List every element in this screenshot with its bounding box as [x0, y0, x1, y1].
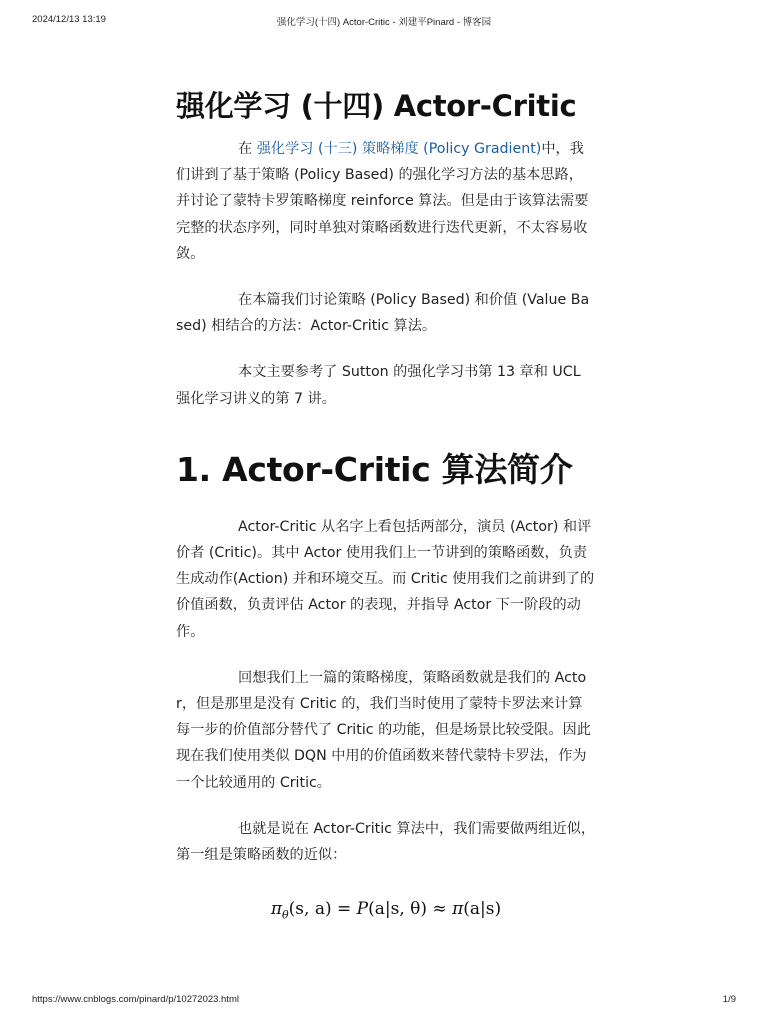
article-body: [176, 84, 596, 931]
formula-rhs-args: (a|s): [463, 899, 502, 920]
formula-mid-args: (a|s, θ): [368, 899, 428, 920]
intro-rest-text: 中，我们讲到了基于策略 (Policy Based) 的强化学习方法的基本思路，并讨论了蒙特卡罗策略梯度 reinforce 算法。但是由于该算法需要完整的状态序列，同时单独对策略函数进行迭代更新，不太容易收敛。: [176, 141, 589, 262]
formula-pi-rhs: π: [452, 899, 464, 920]
formula-equals: =: [331, 899, 357, 920]
formula-approx: ≈: [427, 899, 453, 920]
intro-paragraph-3: 本文主要参考了 Sutton 的强化学习书第 13 章和 UCL 强化学习讲义的第 7 讲。: [176, 364, 581, 407]
article-title: 强化学习 (十四) Actor-Critic: [176, 89, 577, 123]
print-datetime: 2024/12/13 13:19: [32, 14, 106, 25]
policy-gradient-link[interactable]: 强化学习 (十三) 策略梯度 (Policy Gradient): [256, 141, 542, 157]
intro-lead-text: 在: [238, 141, 257, 157]
print-footer: [0, 994, 768, 1008]
formula-pi: π: [270, 899, 283, 920]
print-page-number: 1/9: [722, 994, 736, 1005]
formula-P: P: [356, 899, 369, 920]
formula-lhs-args: (s, a): [288, 899, 332, 920]
print-header: [0, 14, 768, 28]
section-1-heading: 1. Actor-Critic 算法简介: [176, 449, 573, 489]
section-1-paragraph-1: Actor-Critic 从名字上看包括两部分，演员 (Actor) 和评价者 (Critic)。其中 Actor 使用我们上一节讲到的策略函数，负责生成动作(Action) 并和环境交互。而 Critic 使用我们之前讲到了的价值函数，负责评估 Actor 的表现，并指导 Actor 下一阶段的动作。: [176, 518, 595, 640]
intro-paragraph-2: 在本篇我们讨论策略 (Policy Based) 和价值 (Value Based) 相结合的方法：Actor-Critic 算法。: [176, 292, 590, 335]
print-url: https://www.cnblogs.com/pinard/p/10272023.html: [32, 994, 240, 1005]
section-1-paragraph-2: 回想我们上一篇的策略梯度，策略函数就是我们的 Actor，但是那里是没有 Critic 的，我们当时使用了蒙特卡罗法来计算每一步的价值部分替代了 Critic 的功能，但是场景比较受限。因此现在我们使用类似 DQN 中用的价值函数来替代蒙特卡罗法，作为一个比较通用的 Critic。: [176, 669, 591, 791]
policy-approximation-formula: [176, 894, 596, 930]
section-1-paragraph-3: 也就是说在 Actor-Critic 算法中，我们需要做两组近似，第一组是策略函数的近似：: [176, 820, 596, 864]
print-page-title: 强化学习(十四) Actor-Critic - 刘建平Pinard - 博客园: [276, 17, 492, 28]
intro-paragraph-1: [176, 136, 596, 267]
formula-theta-subscript: θ: [282, 908, 289, 922]
